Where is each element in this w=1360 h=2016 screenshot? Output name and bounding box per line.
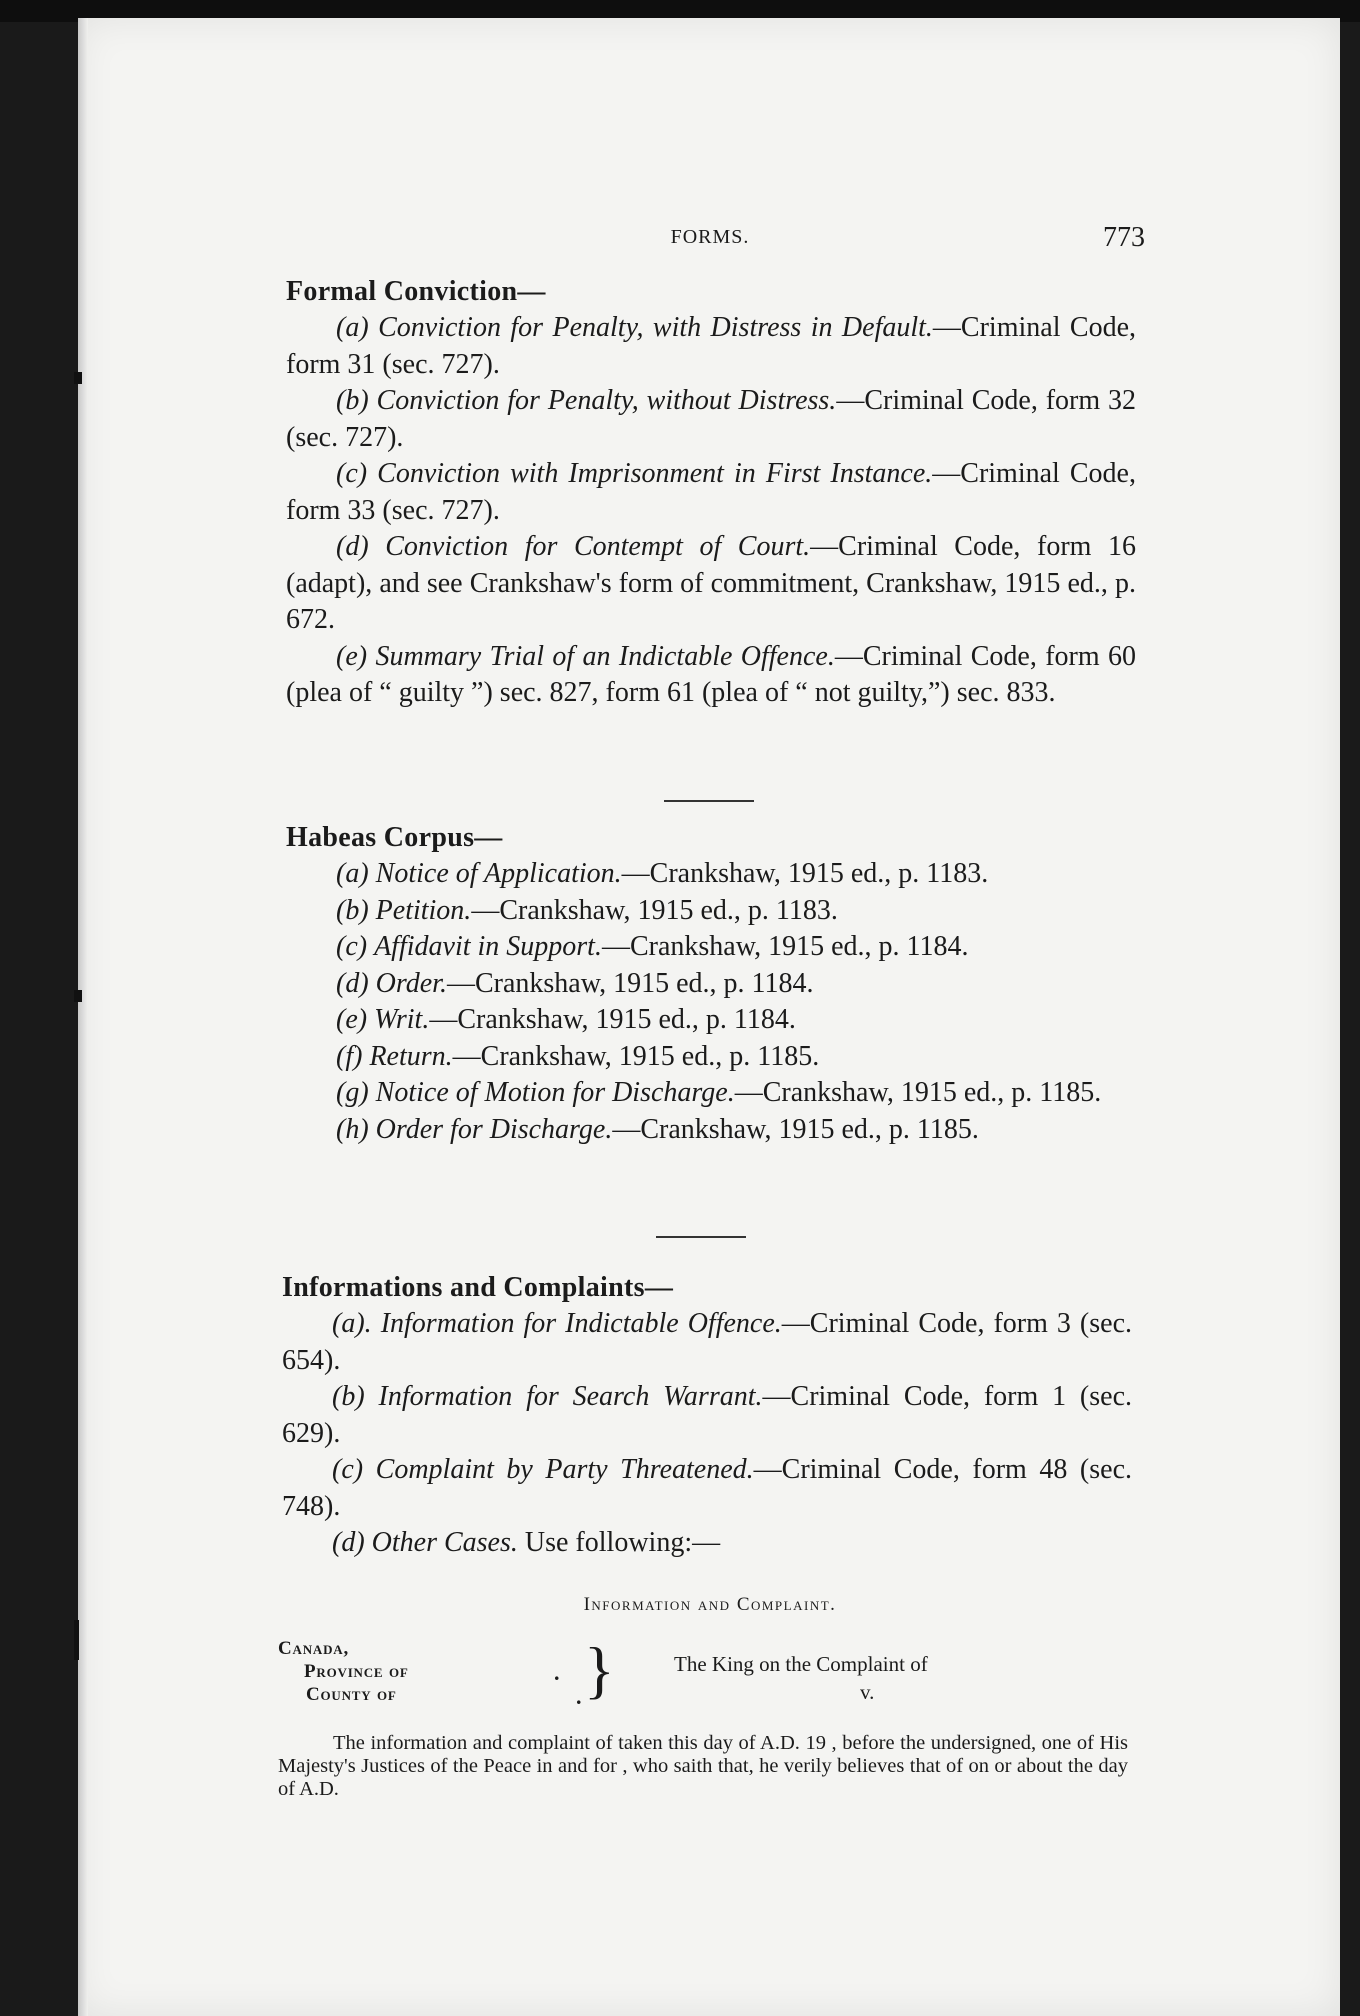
entry-item: [282, 1452, 1132, 1525]
section-heading: Informations and Complaints—: [282, 1272, 674, 1303]
entry-title: Writ.: [374, 1004, 430, 1035]
entry-reference: —Criminal Code, form 31 (sec. 727).: [286, 312, 1136, 380]
entry-item: [286, 1002, 1136, 1039]
entry-item: [286, 310, 1136, 383]
caption-jurisdiction: Canada,: [278, 1638, 350, 1659]
entry-title: Other Cases.: [371, 1527, 518, 1558]
section-heading: Formal Conviction—: [286, 276, 546, 307]
entry-item: [286, 529, 1136, 639]
caption-county: County of: [306, 1684, 397, 1705]
entry-reference: —Crankshaw, 1915 ed., p. 1185.: [734, 1077, 1102, 1108]
entry-reference: —Criminal Code, form 16 (adapt), and see Crankshaw's form of commitment, Crankshaw, 1915 ed., p. 672.: [286, 531, 1137, 635]
entry-title: Notice of Application.: [375, 858, 622, 889]
caption-brace: }: [584, 1634, 615, 1705]
entry-title: Notice of Motion for Discharge.: [375, 1077, 735, 1108]
section-divider: [656, 1236, 746, 1238]
entry-item: [286, 856, 1136, 893]
caption-parties: The King on the Complaint of: [674, 1652, 928, 1676]
form-body-paragraph: The information and complaint of taken this day of A.D. 19 , before the undersigned, one of His Majesty's Justices of the Peace in and for , who saith that, he verily believes that of on or about the day of A.D.: [278, 1732, 1128, 1800]
entry-reference: Use following:—: [517, 1527, 721, 1558]
entry-reference: —Crankshaw, 1915 ed., p. 1183.: [471, 894, 838, 926]
entry-title: Conviction for Contempt of Court.: [385, 531, 811, 562]
entry-letter: (b): [332, 1381, 365, 1412]
entry-letter: (a): [336, 858, 369, 889]
section-informations-complaints: [282, 1272, 1132, 1562]
entry-item: [286, 639, 1136, 712]
entry-letter: (c): [332, 1454, 364, 1485]
entry-item: [286, 929, 1136, 966]
entry-letter: (f): [336, 1040, 363, 1072]
entry-letter: (a): [336, 312, 369, 343]
entry-reference: —Crankshaw, 1915 ed., p. 1183.: [621, 858, 989, 889]
page-number: 773: [1103, 222, 1145, 253]
form-heading: Information and Complaint.: [583, 1594, 837, 1615]
section-habeas-corpus: [286, 822, 1136, 1148]
entry-reference: —Crankshaw, 1915 ed., p. 1184.: [429, 1004, 796, 1035]
entry-letter: (d): [336, 967, 369, 999]
entry-title: Information for Search Warrant.: [378, 1381, 763, 1412]
entry-letter: (e): [336, 1004, 368, 1035]
entry-reference: —Criminal Code, form 33 (sec. 727).: [286, 458, 1136, 526]
entry-item: [286, 1075, 1136, 1112]
entry-reference: —Crankshaw, 1915 ed., p. 1184.: [446, 967, 814, 999]
entry-reference: —Criminal Code, form 60 (plea of “ guilty ”) sec. 827, form 61 (plea of “ not guilty,”) sec. 833.: [286, 640, 1136, 708]
entry-title: Affidavit in Support.: [374, 931, 602, 962]
entry-title: Return.: [369, 1040, 453, 1072]
entry-letter: (e): [336, 640, 368, 672]
entry-item: [282, 1306, 1132, 1379]
running-header: FORMS.: [670, 226, 750, 248]
caption-province: Province of: [304, 1661, 409, 1682]
entry-title: Petition.: [375, 894, 472, 926]
entry-title: Information for Indictable Offence.: [380, 1308, 782, 1339]
section-heading: Habeas Corpus—: [286, 822, 503, 853]
entry-item: [282, 1379, 1132, 1452]
entry-title: Conviction with Imprisonment in First Instance.: [377, 458, 933, 489]
section-divider: [664, 800, 754, 802]
entry-title: Conviction for Penalty, without Distress.: [376, 385, 837, 416]
entry-letter: (b): [336, 894, 369, 926]
entry-item: [286, 383, 1136, 456]
entry-letter: (a).: [332, 1308, 372, 1339]
entry-reference: —Crankshaw, 1915 ed., p. 1185.: [452, 1040, 820, 1072]
entry-letter: (c): [336, 931, 368, 962]
entry-letter: (d): [336, 531, 369, 562]
section-formal-conviction: [286, 276, 1136, 712]
entry-letter: (d): [332, 1527, 365, 1558]
entry-reference: —Criminal Code, form 48 (sec. 748).: [282, 1454, 1133, 1522]
caption-dot: .: [576, 1684, 582, 1709]
entry-item: [286, 966, 1136, 1003]
entry-item: [286, 1112, 1136, 1149]
entry-item: [286, 1039, 1136, 1076]
entry-title: Order.: [375, 967, 447, 999]
entry-reference: —Crankshaw, 1915 ed., p. 1184.: [601, 931, 969, 962]
entry-title: Conviction for Penalty, with Distress in Default.: [378, 312, 933, 343]
entry-letter: (b): [336, 385, 369, 416]
entry-reference: —Criminal Code, form 32 (sec. 727).: [286, 385, 1137, 453]
entry-reference: —Criminal Code, form 1 (sec. 629).: [282, 1381, 1133, 1449]
entry-item: [286, 456, 1136, 529]
form-body: [278, 1732, 1128, 1801]
entry-title: Summary Trial of an Indictable Offence.: [375, 640, 835, 672]
entry-item: [282, 1525, 1132, 1562]
entry-title: Order for Discharge.: [375, 1113, 613, 1145]
entry-title: Complaint by Party Threatened.: [375, 1454, 754, 1485]
entry-item: [286, 893, 1136, 930]
caption-versus: v.: [860, 1680, 875, 1704]
entry-letter: (h): [336, 1113, 369, 1145]
caption-dot: .: [554, 1660, 560, 1685]
entry-letter: (c): [336, 458, 368, 489]
entry-letter: (g): [336, 1077, 369, 1108]
entry-reference: —Criminal Code, form 3 (sec. 654).: [282, 1308, 1133, 1376]
entry-reference: —Crankshaw, 1915 ed., p. 1185.: [612, 1113, 979, 1145]
